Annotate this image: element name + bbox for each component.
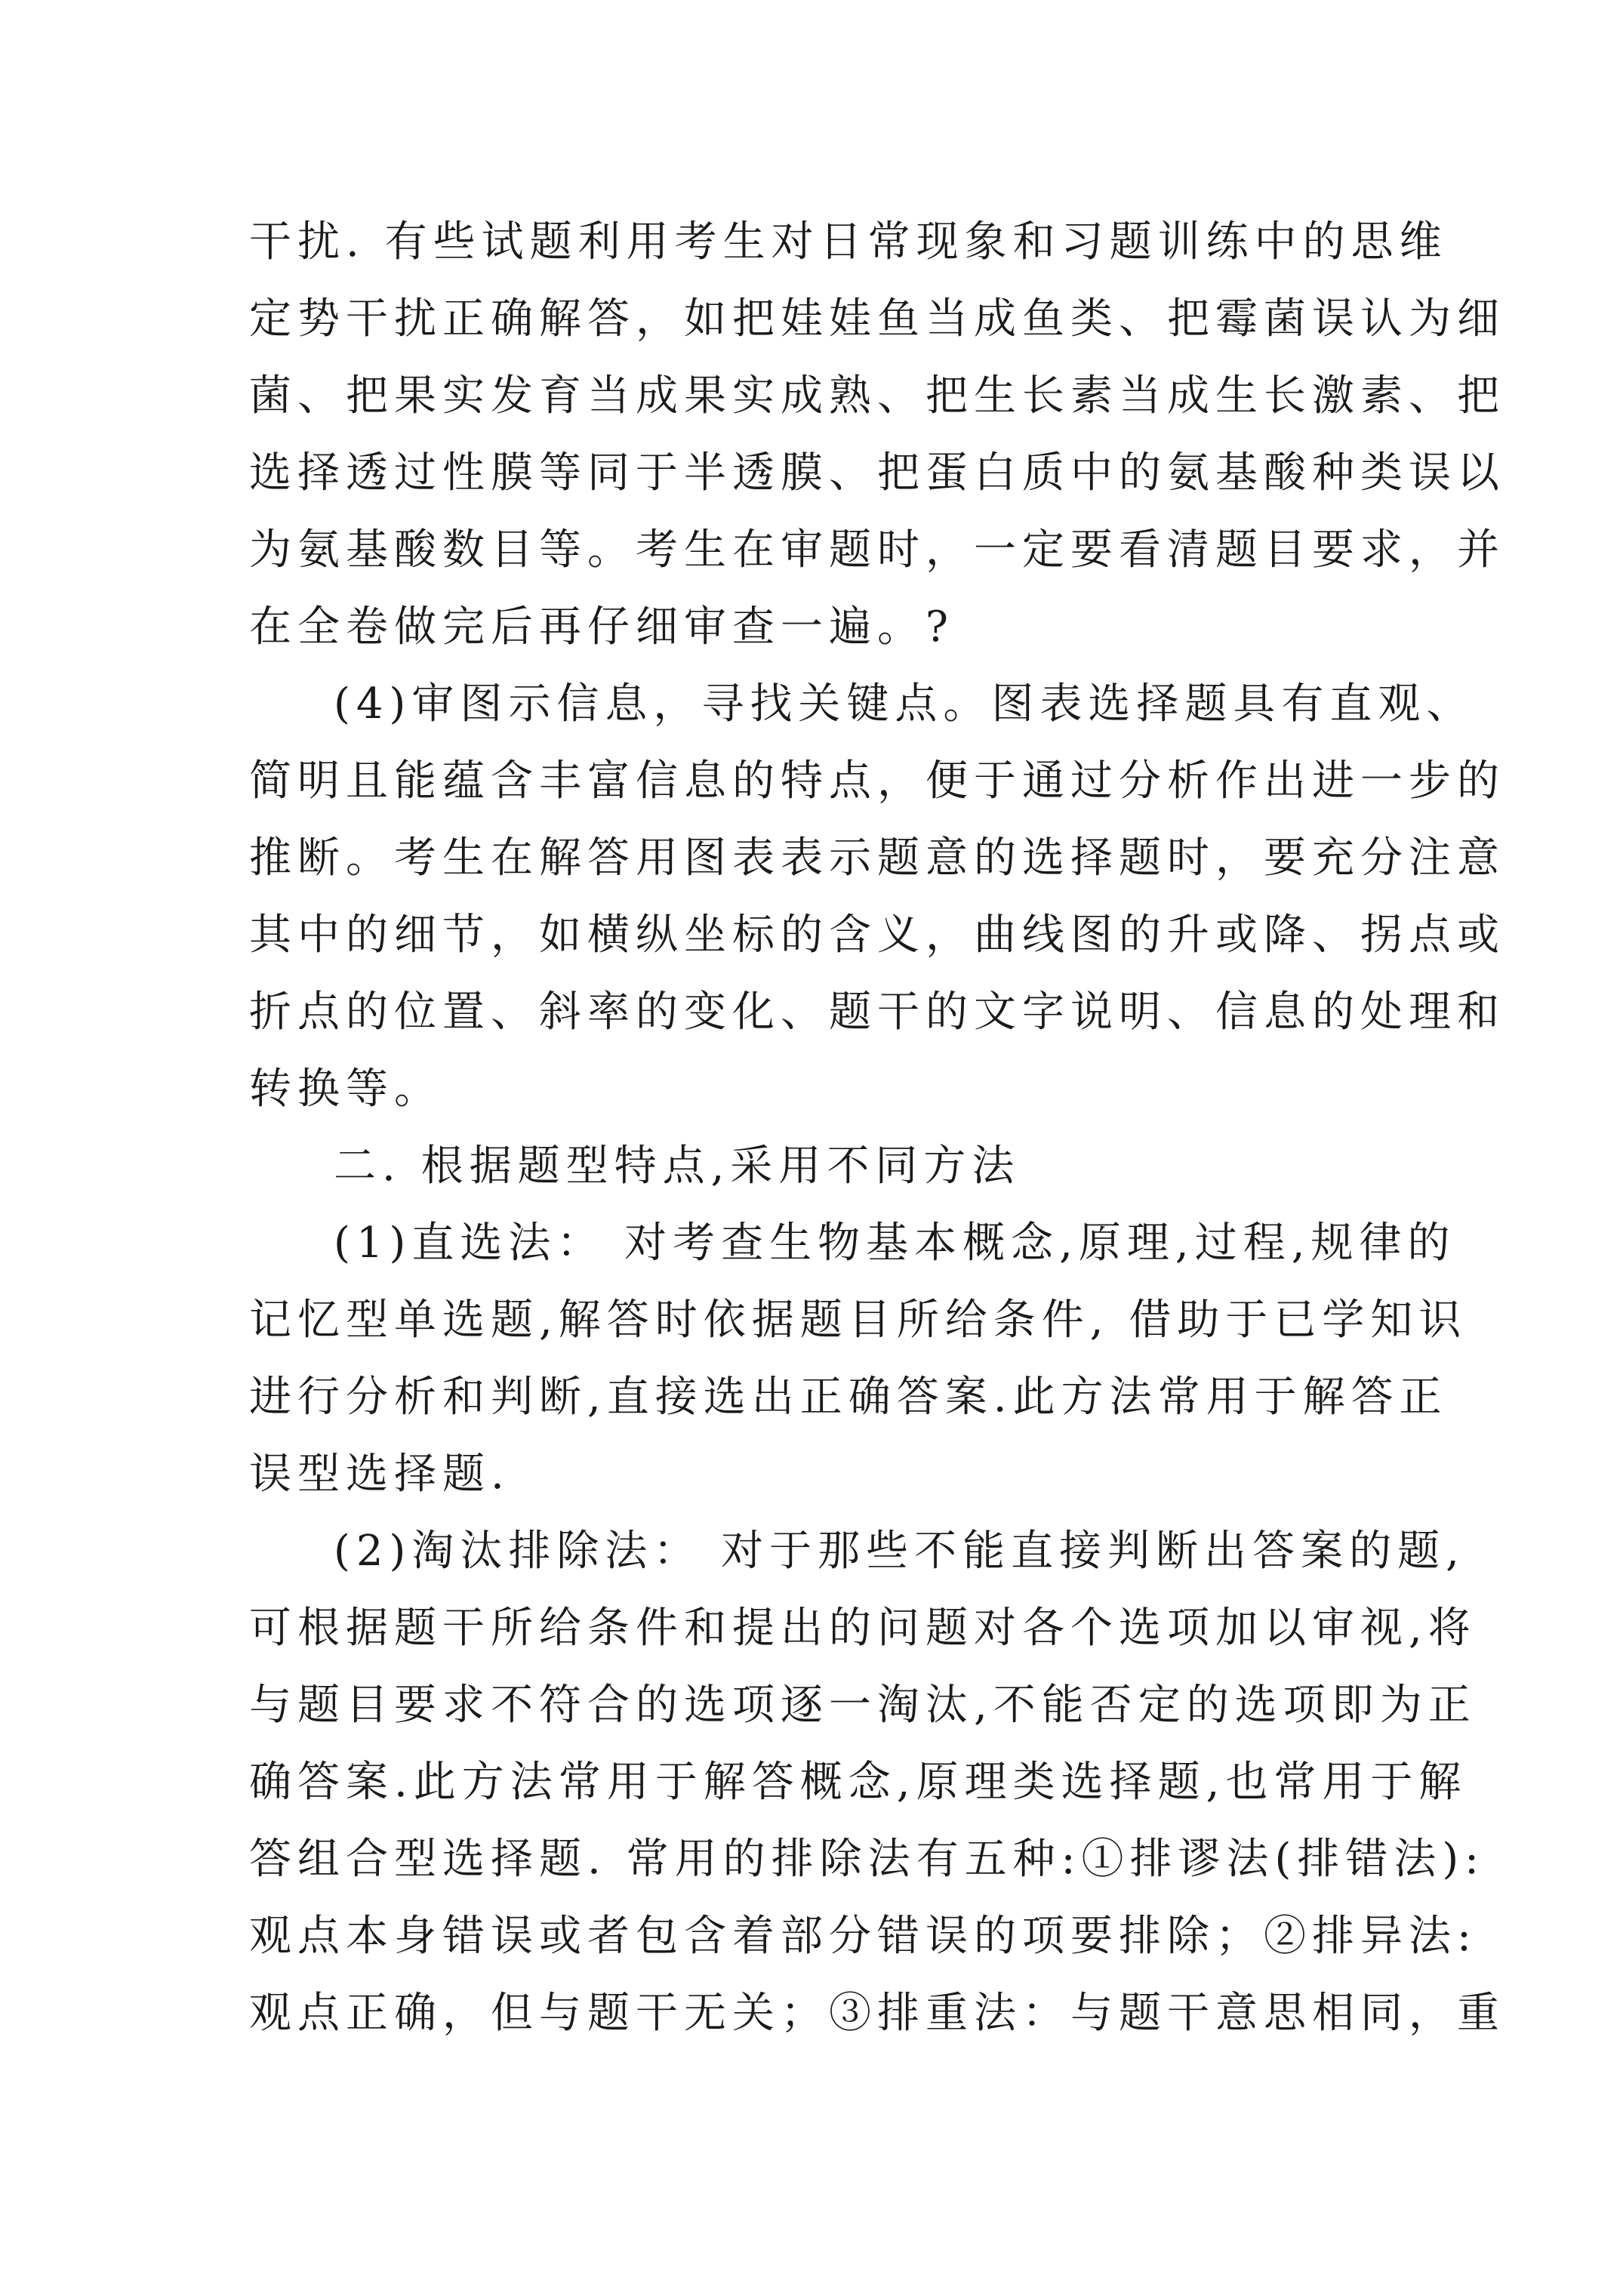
text-line: 转换等。 [249, 1065, 442, 1114]
text-line: 记忆型单选题,解答时依据题目所给条件, 借助于已学知识 [249, 1296, 1467, 1345]
text-line: 进行分析和判断,直接选出正确答案.此方法常用于解答正 [249, 1373, 1448, 1422]
text-line: 简明且能蕴含丰富信息的特点，便于通过分析作出进一步的 [249, 757, 1505, 806]
text-line: (1)直选法： 对考查生物基本概念,原理,过程,规律的 [334, 1219, 1456, 1268]
text-line: 确答案.此方法常用于解答概念,原理类选择题,也常用于解 [249, 1758, 1467, 1807]
text-line: (4)审图示信息，寻找关键点。图表选择题具有直观、 [334, 680, 1475, 729]
text-line: 为氨基酸数目等。考生在审题时，一定要看清题目要求，并 [249, 525, 1505, 575]
text-line: 与题目要求不符合的选项逐一淘汰,不能否定的选项即为正 [249, 1681, 1477, 1730]
text-line: 可根据题干所给条件和提出的问题对各个选项加以审视,将 [249, 1604, 1477, 1653]
text-line: 答组合型选择题. 常用的排除法有五种:①排谬法(排错法): [249, 1835, 1486, 1884]
text-line: 在全卷做完后再仔细审查一遍。? [249, 603, 955, 652]
text-line: 观点正确，但与题干无关；③排重法：与题干意思相同，重 [249, 1989, 1505, 2038]
text-line: 干扰. 有些试题利用考生对日常现象和习题训练中的思维 [249, 217, 1448, 267]
text-line: 菌、把果实发育当成果实成熟、把生长素当成生长激素、把 [249, 371, 1505, 421]
text-line: (2)淘汰排除法： 对于那些不能直接判断出答案的题, [334, 1527, 1465, 1576]
text-line: 折点的位置、斜率的变化、题干的文字说明、信息的处理和 [249, 988, 1505, 1037]
document-body [249, 204, 1505, 2052]
text-line: 误型选择题. [249, 1450, 510, 1499]
text-line: 推断。考生在解答用图表表示题意的选择题时，要充分注意 [249, 834, 1505, 883]
text-line: 观点本身错误或者包含着部分错误的项要排除；②排异法: [249, 1912, 1477, 1961]
text-line: 选择透过性膜等同于半透膜、把蛋白质中的氨基酸种类误以 [249, 448, 1505, 498]
text-line: 其中的细节，如横纵坐标的含义，曲线图的升或降、拐点或 [249, 911, 1505, 960]
text-line: 定势干扰正确解答，如把娃娃鱼当成鱼类、把霉菌误认为细 [249, 294, 1505, 344]
section-heading: 二. 根据题型特点,采用不同方法 [334, 1142, 1021, 1191]
